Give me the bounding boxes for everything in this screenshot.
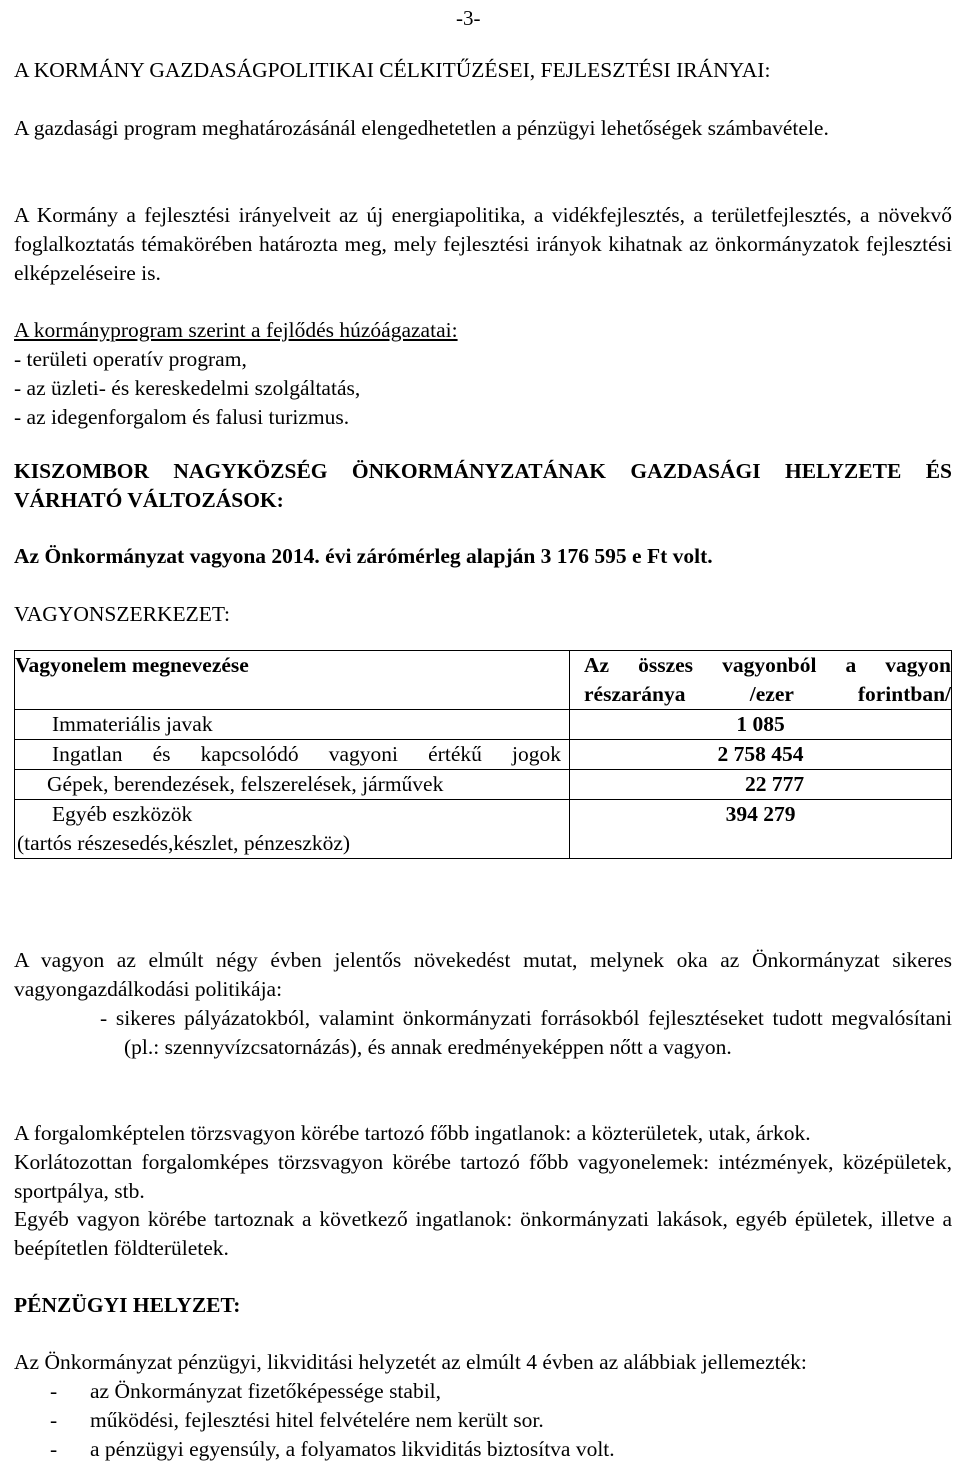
table-cell-name: Immateriális javak: [15, 710, 570, 740]
list-item-text: az Önkormányzat fizetőképessége stabil,: [90, 1379, 442, 1403]
paragraph-property-3: Egyéb vagyon körébe tartoznak a következő ingatlanok: önkormányzati lakások, egyéb épületek, illetve a beépítetlen földterületek.: [14, 1207, 952, 1260]
asset-structure-table: [14, 650, 952, 859]
section-heading-government: A KORMÁNY GAZDASÁGPOLITIKAI CÉLKITŰZÉSEI, FEJLESZTÉSI IRÁNYAI:: [14, 58, 771, 82]
table-cell-name-line: (tartós részesedés,készlet, pénzeszköz): [17, 831, 351, 855]
table-cell-name: [15, 740, 570, 770]
table-header-share: [570, 651, 952, 710]
growth-reason-item: [100, 1004, 952, 1062]
table-row: [15, 800, 952, 859]
table-cell-value: 2 758 454: [570, 740, 952, 770]
section-heading-kiszombor: KISZOMBOR NAGYKÖZSÉG ÖNKORMÁNYZATÁNAK GAZDASÁGI HELYZETE ÉS VÁRHATÓ VÁLTOZÁSOK:: [14, 459, 952, 512]
structure-heading: VAGYONSZERKEZET:: [14, 602, 230, 626]
list-item: [14, 1406, 952, 1435]
page-number: -3-: [456, 6, 481, 30]
wealth-statement: Az Önkormányzat vagyona 2014. évi zárómérleg alapján 3 176 595 e Ft volt.: [14, 544, 713, 568]
table-cell-name: [15, 800, 570, 859]
program-list-item: - az idegenforgalom és falusi turizmus.: [14, 405, 350, 429]
table-cell-value: 1 085: [570, 710, 952, 740]
table-row: [15, 770, 952, 800]
table-cell-name-line: Egyéb eszközök: [52, 802, 193, 826]
list-item-text: a pénzügyi egyensúly, a folyamatos likviditás biztosítva volt.: [90, 1437, 615, 1461]
table-cell-value: 22 777: [570, 770, 952, 800]
paragraph-program: A gazdasági program meghatározásánál elengedhetetlen a pénzügyi lehetőségek számbavétele.: [14, 116, 829, 140]
table-row: [15, 710, 952, 740]
table-cell-value: 394 279: [570, 800, 952, 859]
table-header-share-text: Az összes vagyonból a vagyon részaránya /ezer forintban/: [584, 653, 951, 706]
finance-list: [14, 1377, 952, 1464]
table-cell-name: Gépek, berendezések, felszerelések, járművek: [15, 770, 570, 800]
list-item: [14, 1377, 952, 1406]
paragraph-finance-intro: Az Önkormányzat pénzügyi, likviditási helyzetét az elmúlt 4 évben az alábbiak jellemezték:: [14, 1350, 807, 1374]
program-list-item: - területi operatív program,: [14, 347, 247, 371]
paragraph-property-2: Korlátozottan forgalomképes törzsvagyon körébe tartozó főbb vagyonelemek: intézmények, középületek, sportpálya, stb.: [14, 1150, 952, 1203]
table-row: [15, 740, 952, 770]
bullet-dash: -: [50, 1437, 58, 1461]
program-list-intro: A kormányprogram szerint a fejlődés húzóágazatai:: [14, 318, 458, 342]
program-list-item: - az üzleti- és kereskedelmi szolgáltatás,: [14, 376, 361, 400]
paragraph-growth: A vagyon az elmúlt négy évben jelentős növekedést mutat, melynek oka az Önkormányzat sikeres vagyongazdálkodási politikája:: [14, 948, 952, 1001]
list-item-text: működési, fejlesztési hitel felvételére nem került sor.: [90, 1408, 544, 1432]
bullet-dash: -: [50, 1379, 58, 1403]
section-heading-finance: PÉNZÜGYI HELYZET:: [14, 1293, 241, 1317]
table-header-row: [15, 651, 952, 710]
program-list: [14, 316, 952, 432]
paragraph-government-directions: A Kormány a fejlesztési irányelveit az új energiapolitika, a vidékfejlesztés, a területfejlesztés, a növekvő foglalkoztatás témakörében határozta meg, mely fejlesztési irányok kihatnak az önkormányzatok fejlesztési elképzeléseire is.: [14, 203, 952, 285]
paragraph-property-1: A forgalomképtelen törzsvagyon körébe tartozó főbb ingatlanok: a közterületek, utak, árkok.: [14, 1121, 811, 1145]
table-header-name: Vagyonelem megnevezése: [15, 651, 570, 710]
table-cell-name-text: Ingatlan és kapcsolódó vagyoni értékű jogok: [52, 742, 561, 766]
bullet-dash: -: [50, 1408, 58, 1432]
growth-reason-text: - sikeres pályázatokból, valamint önkormányzati forrásokból fejlesztéseket tudott megvalósítani (pl.: szennyvízcsatornázás), és annak eredményeképpen nőtt a vagyon.: [100, 1006, 952, 1059]
